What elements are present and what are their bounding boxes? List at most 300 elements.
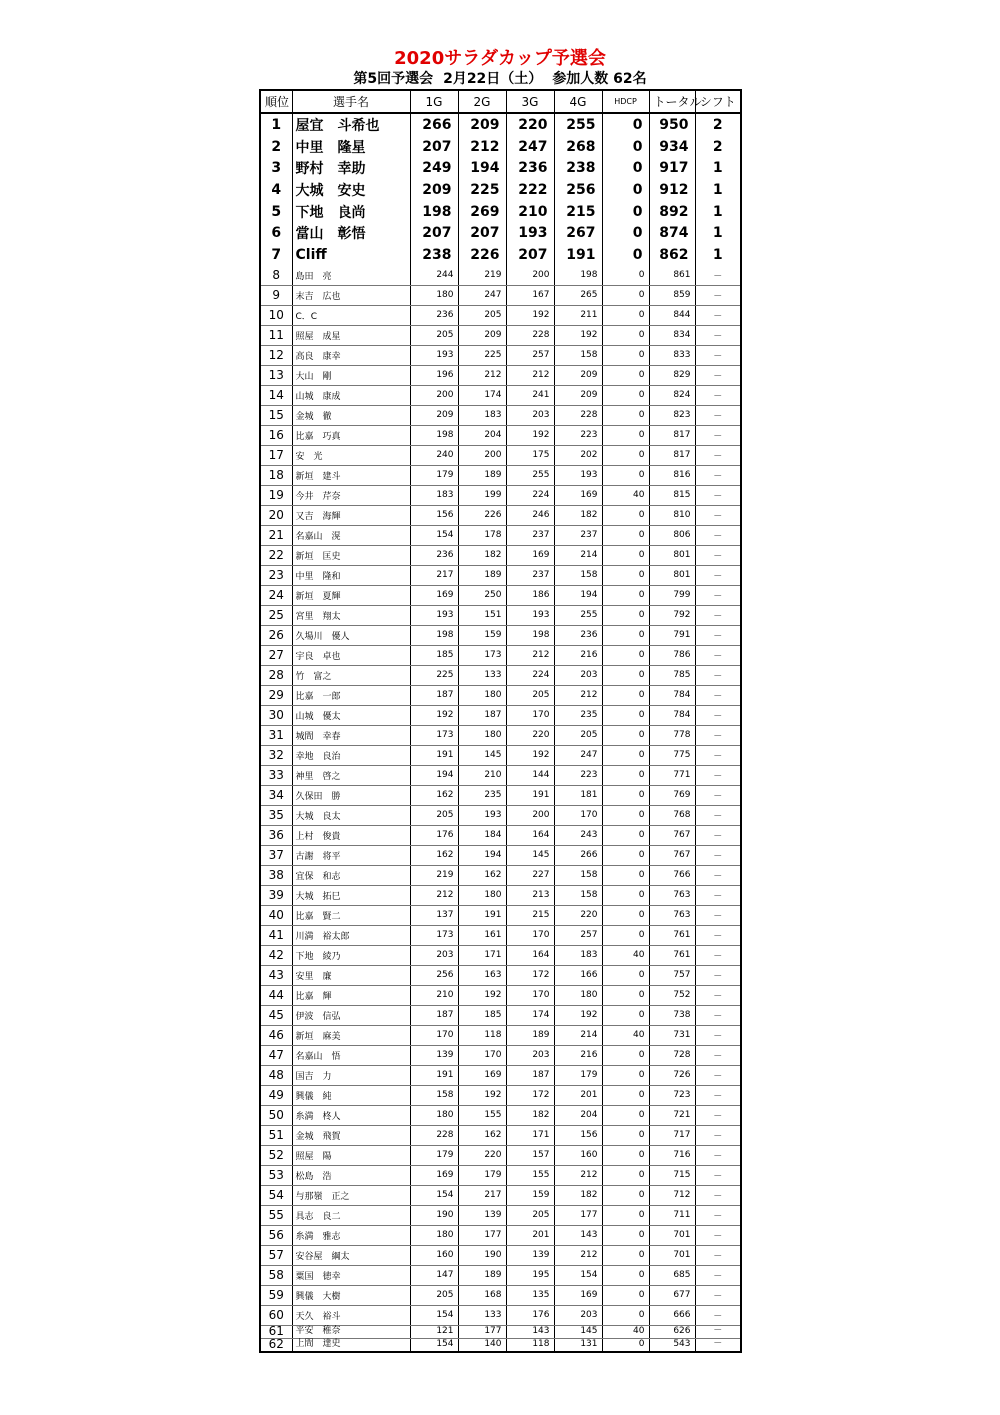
player-name: 名嘉山 滉 [292,525,410,545]
game3-score: 257 [506,345,554,365]
rank-cell: 5 [260,201,292,223]
hdcp-value: 0 [602,845,649,865]
game1-score: 207 [410,136,458,158]
game4-score: 214 [554,545,602,565]
table-row [260,1045,741,1065]
game4-score: 202 [554,445,602,465]
rank-cell: 28 [260,665,292,685]
total-score: 934 [649,136,695,158]
rank-cell: 33 [260,765,292,785]
player-name: 糸満 柊人 [292,1105,410,1125]
game1-score: 205 [410,325,458,345]
game3-score: 144 [506,765,554,785]
game2-score: 191 [458,905,506,925]
total-score: 823 [649,405,695,425]
game1-score: 244 [410,266,458,286]
game1-score: 121 [410,1325,458,1338]
game4-score: 247 [554,745,602,765]
game2-score: 169 [458,1065,506,1085]
game4-score: 243 [554,825,602,845]
shift-value: － [695,1125,741,1145]
game2-score: 269 [458,201,506,223]
game4-score: 216 [554,645,602,665]
game2-score: 163 [458,965,506,985]
player-name: 新垣 匡史 [292,545,410,565]
hdcp-value: 0 [602,179,649,201]
game4-score: 268 [554,136,602,158]
shift-value: － [695,1205,741,1225]
game1-score: 180 [410,1225,458,1245]
game4-score: 183 [554,945,602,965]
total-score: 824 [649,385,695,405]
rank-cell: 16 [260,425,292,445]
hdcp-value: 0 [602,865,649,885]
game1-score: 187 [410,685,458,705]
rank-cell: 60 [260,1305,292,1325]
game4-score: 237 [554,525,602,545]
player-name: 照屋 陽 [292,1145,410,1165]
hdcp-value: 0 [602,565,649,585]
rank-cell: 46 [260,1025,292,1045]
hdcp-value: 0 [602,725,649,745]
player-name: 天久 裕斗 [292,1305,410,1325]
rank-cell: 56 [260,1225,292,1245]
game4-score: 238 [554,157,602,179]
game2-score: 220 [458,1145,506,1165]
game1-score: 154 [410,525,458,545]
game3-score: 236 [506,157,554,179]
game4-score: 145 [554,1325,602,1338]
table-row [260,365,741,385]
table-row [260,1245,741,1265]
game3-score: 220 [506,725,554,745]
game3-score: 157 [506,1145,554,1165]
game3-score: 145 [506,845,554,865]
total-score: 731 [649,1025,695,1045]
total-score: 711 [649,1205,695,1225]
game2-score: 199 [458,485,506,505]
game4-score: 158 [554,345,602,365]
game2-score: 247 [458,285,506,305]
rank-cell: 9 [260,285,292,305]
hdcp-value: 0 [602,305,649,325]
rank-cell: 41 [260,925,292,945]
rank-cell: 54 [260,1185,292,1205]
game1-score: 170 [410,1025,458,1045]
game4-score: 220 [554,905,602,925]
game4-score: 154 [554,1265,602,1285]
game3-score: 195 [506,1265,554,1285]
total-score: 784 [649,685,695,705]
table-row [260,845,741,865]
total-score: 817 [649,445,695,465]
table-row [260,985,741,1005]
total-score: 761 [649,945,695,965]
total-score: 768 [649,805,695,825]
header-rank: 順位 [260,90,292,113]
game1-score: 169 [410,585,458,605]
shift-value: － [695,1005,741,1025]
total-score: 677 [649,1285,695,1305]
rank-cell: 22 [260,545,292,565]
game3-score: 189 [506,1025,554,1045]
rank-cell: 21 [260,525,292,545]
game2-score: 184 [458,825,506,845]
game1-score: 212 [410,885,458,905]
header-name: 選手名 [292,90,410,113]
qualifier-row [260,222,741,244]
player-name: 末吉 広也 [292,285,410,305]
player-name: Cliff [292,244,410,266]
page-title: 2020サラダカップ予選会 [394,48,606,69]
game3-score: 174 [506,1005,554,1025]
player-name: 屋宜 斗希也 [292,113,410,136]
total-score: 717 [649,1125,695,1145]
game3-score: 191 [506,785,554,805]
player-name: 久保田 勝 [292,785,410,805]
player-name: 大城 良太 [292,805,410,825]
shift-value: － [695,1045,741,1065]
total-score: 861 [649,266,695,286]
header-shift: シフト [695,90,741,113]
table-row [260,925,741,945]
hdcp-value: 0 [602,1265,649,1285]
game4-score: 203 [554,665,602,685]
game3-score: 227 [506,865,554,885]
shift-value: － [695,1085,741,1105]
hdcp-value: 0 [602,805,649,825]
player-name: 上間 達史 [292,1338,410,1352]
shift-value: － [695,645,741,665]
game4-score: 203 [554,1305,602,1325]
game3-score: 159 [506,1185,554,1205]
hdcp-value: 40 [602,1325,649,1338]
hdcp-value: 0 [602,785,649,805]
game1-score: 205 [410,805,458,825]
rank-cell: 27 [260,645,292,665]
shift-value: － [695,765,741,785]
game3-score: 187 [506,1065,554,1085]
table-row [260,505,741,525]
table-row [260,765,741,785]
game1-score: 139 [410,1045,458,1065]
table-row [260,685,741,705]
hdcp-value: 0 [602,1065,649,1085]
hdcp-value: 0 [602,605,649,625]
game1-score: 137 [410,905,458,925]
hdcp-value: 0 [602,244,649,266]
rank-cell: 1 [260,113,292,136]
rank-cell: 4 [260,179,292,201]
total-score: 799 [649,585,695,605]
game1-score: 162 [410,845,458,865]
game1-score: 228 [410,1125,458,1145]
player-name: 川満 裕太郎 [292,925,410,945]
table-row [260,745,741,765]
total-score: 892 [649,201,695,223]
hdcp-value: 0 [602,665,649,685]
table-row [260,1105,741,1125]
game3-score: 186 [506,585,554,605]
game4-score: 191 [554,244,602,266]
game3-score: 170 [506,985,554,1005]
total-score: 833 [649,345,695,365]
game1-score: 249 [410,157,458,179]
game1-score: 196 [410,365,458,385]
game4-score: 215 [554,201,602,223]
player-name: 神里 啓之 [292,765,410,785]
table-row [260,1005,741,1025]
game3-score: 167 [506,285,554,305]
table-row [260,1125,741,1145]
game2-score: 189 [458,1265,506,1285]
shift-value: － [695,605,741,625]
shift-value: 1 [712,160,723,177]
game4-score: 192 [554,1005,602,1025]
game4-score: 182 [554,505,602,525]
rank-cell: 7 [260,244,292,266]
player-name: 野村 幸助 [292,157,410,179]
game4-score: 160 [554,1145,602,1165]
game1-score: 180 [410,1105,458,1125]
rank-cell: 23 [260,565,292,585]
qualifier-row [260,157,741,179]
table-row [260,1145,741,1165]
game4-score: 143 [554,1225,602,1245]
player-name: 安 光 [292,445,410,465]
player-name: 高良 康幸 [292,345,410,365]
player-name: C．C [292,305,410,325]
player-name: 安里 廉 [292,965,410,985]
game1-score: 147 [410,1265,458,1285]
game4-score: 131 [554,1338,602,1352]
game4-score: 179 [554,1065,602,1085]
table-row [260,945,741,965]
player-name: 金城 飛賀 [292,1125,410,1145]
game1-score: 191 [410,1065,458,1085]
shift-value: － [695,1185,741,1205]
hdcp-value: 0 [602,745,649,765]
player-name: 下地 良尚 [292,201,410,223]
game2-score: 180 [458,885,506,905]
rank-cell: 45 [260,1005,292,1025]
total-score: 763 [649,905,695,925]
game2-score: 162 [458,865,506,885]
total-score: 801 [649,565,695,585]
total-score: 728 [649,1045,695,1065]
player-name: 新垣 麻美 [292,1025,410,1045]
hdcp-value: 0 [602,1045,649,1065]
rank-cell: 29 [260,685,292,705]
total-score: 685 [649,1265,695,1285]
game4-score: 181 [554,785,602,805]
shift-value: － [695,625,741,645]
hdcp-value: 0 [602,765,649,785]
hdcp-value: 0 [602,1305,649,1325]
total-score: 738 [649,1005,695,1025]
player-name: 伊波 信弘 [292,1005,410,1025]
game1-score: 238 [410,244,458,266]
rank-cell: 38 [260,865,292,885]
game3-score: 205 [506,1205,554,1225]
total-score: 752 [649,985,695,1005]
table-row [260,1205,741,1225]
player-name: 比嘉 輝 [292,985,410,1005]
game3-score: 171 [506,1125,554,1145]
game4-score: 236 [554,625,602,645]
shift-value: － [695,525,741,545]
hdcp-value: 0 [602,325,649,345]
game1-score: 198 [410,625,458,645]
shift-value: － [695,345,741,365]
shift-value: － [695,845,741,865]
game3-score: 135 [506,1285,554,1305]
table-row [260,525,741,545]
game2-score: 178 [458,525,506,545]
qualifier-row [260,113,741,136]
rank-cell: 59 [260,1285,292,1305]
shift-value: － [695,705,741,725]
game1-score: 193 [410,345,458,365]
game1-score: 179 [410,465,458,485]
table-row [260,1285,741,1305]
hdcp-value: 0 [602,405,649,425]
total-score: 791 [649,625,695,645]
player-name: 城間 幸春 [292,725,410,745]
game3-score: 246 [506,505,554,525]
game2-score: 210 [458,765,506,785]
shift-value: － [695,1245,741,1265]
shift-value: － [713,1339,723,1350]
game2-score: 133 [458,665,506,685]
table-row [260,445,741,465]
shift-value: － [695,1225,741,1245]
game2-score: 171 [458,945,506,965]
shift-value: 2 [712,138,723,155]
player-name: 又吉 海輝 [292,505,410,525]
player-name: 宜保 和志 [292,865,410,885]
game4-score: 177 [554,1205,602,1225]
game3-score: 175 [506,445,554,465]
total-score: 712 [649,1185,695,1205]
player-name: 宇良 卓也 [292,645,410,665]
rank-cell: 6 [260,222,292,244]
rank-cell: 42 [260,945,292,965]
shift-value: － [695,885,741,905]
total-score: 816 [649,465,695,485]
table-row [260,1225,741,1245]
rank-cell: 57 [260,1245,292,1265]
rank-cell: 24 [260,585,292,605]
total-score: 792 [649,605,695,625]
total-score: 874 [649,222,695,244]
rank-cell: 51 [260,1125,292,1145]
total-score: 769 [649,785,695,805]
player-name: 平安 稚奈 [292,1325,410,1338]
game1-score: 198 [410,425,458,445]
player-name: 糸満 雅志 [292,1225,410,1245]
player-name: 中里 隆和 [292,565,410,585]
shift-value: － [695,665,741,685]
rank-cell: 32 [260,745,292,765]
game1-score: 156 [410,505,458,525]
game4-score: 267 [554,222,602,244]
hdcp-value: 0 [602,445,649,465]
player-name: 名嘉山 悟 [292,1045,410,1065]
qualifier-row [260,201,741,223]
game3-score: 241 [506,385,554,405]
game2-score: 235 [458,785,506,805]
hdcp-value: 0 [602,1145,649,1165]
total-score: 810 [649,505,695,525]
game1-score: 179 [410,1145,458,1165]
game4-score: 158 [554,865,602,885]
player-name: 當山 彰悟 [292,222,410,244]
game1-score: 194 [410,765,458,785]
total-score: 701 [649,1245,695,1265]
game2-score: 219 [458,266,506,286]
game2-score: 192 [458,985,506,1005]
player-name: 大山 剛 [292,365,410,385]
table-row [260,485,741,505]
game3-score: 205 [506,685,554,705]
hdcp-value: 0 [602,965,649,985]
total-score: 912 [649,179,695,201]
game4-score: 170 [554,805,602,825]
hdcp-value: 0 [602,685,649,705]
total-score: 775 [649,745,695,765]
game3-score: 169 [506,545,554,565]
hdcp-value: 0 [602,705,649,725]
game3-score: 170 [506,925,554,945]
hdcp-value: 0 [602,925,649,945]
game4-score: 212 [554,1165,602,1185]
total-score: 917 [649,157,695,179]
game1-score: 190 [410,1205,458,1225]
shift-value: － [695,305,741,325]
game2-score: 182 [458,545,506,565]
game1-score: 219 [410,865,458,885]
hdcp-value: 0 [602,505,649,525]
total-score: 543 [649,1338,695,1352]
game2-score: 194 [458,845,506,865]
table-row [260,805,741,825]
game2-score: 173 [458,645,506,665]
game2-score: 192 [458,1085,506,1105]
game4-score: 223 [554,765,602,785]
rank-cell: 48 [260,1065,292,1085]
shift-value: － [695,385,741,405]
game2-score: 207 [458,222,506,244]
shift-value: － [695,325,741,345]
hdcp-value: 0 [602,345,649,365]
rank-cell: 15 [260,405,292,425]
game2-score: 133 [458,1305,506,1325]
game1-score: 205 [410,1285,458,1305]
game3-score: 193 [506,605,554,625]
qualifier-row [260,136,741,158]
table-row [260,1085,741,1105]
hdcp-value: 0 [602,525,649,545]
game2-score: 187 [458,705,506,725]
rank-cell: 50 [260,1105,292,1125]
shift-value: 1 [712,203,723,220]
hdcp-value: 0 [602,625,649,645]
game3-score: 118 [506,1338,554,1352]
shift-value: － [695,405,741,425]
total-score: 834 [649,325,695,345]
hdcp-value: 0 [602,1205,649,1225]
